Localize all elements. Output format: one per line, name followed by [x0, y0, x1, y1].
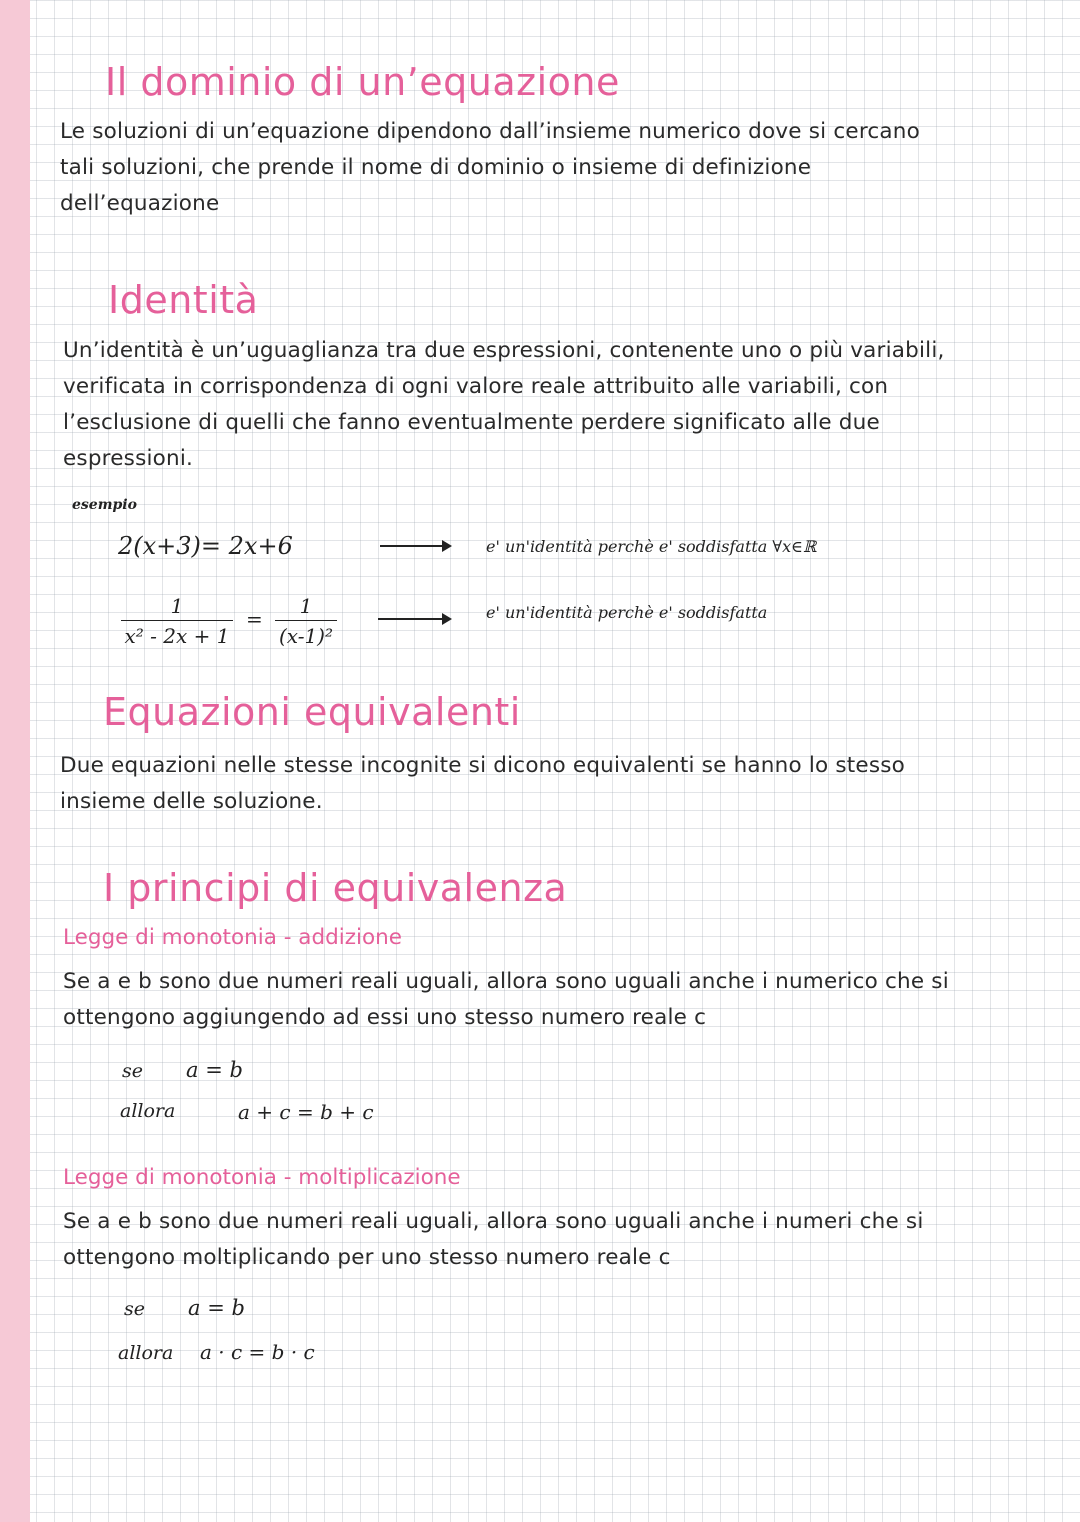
page-margin-strip — [0, 0, 30, 1522]
dominio-paragraph: Le soluzioni di un’equazione dipendono dall’insieme numerico dove si cercano tali soluzioni, che prende il nome di dominio o insieme di definizione dell’equazione — [60, 119, 920, 216]
example2-arrow-icon — [378, 618, 450, 620]
example2-note: e' un'identità perchè e' soddisfatta — [486, 603, 768, 622]
example1-note: e' un'identità perchè e' soddisfatta ∀x∈ℝ — [486, 537, 817, 556]
example1-arrow-icon — [380, 545, 450, 547]
addizione-allora: allora — [120, 1100, 176, 1122]
moltiplicazione-allora: allora — [118, 1342, 174, 1364]
example-label: esempio — [72, 497, 137, 513]
example2-equals: = — [246, 607, 263, 631]
example2-right-denominator: (x-1)² — [275, 620, 337, 648]
moltiplicazione-paragraph: Se a e b sono due numeri reali uguali, allora sono uguali anche i numeri che si ottengono moltiplicando per uno stesso numero reale c — [63, 1209, 924, 1270]
section-title-principi: I principi di equivalenza — [103, 866, 568, 910]
subtitle-addizione: Legge di monotonia - addizione — [63, 925, 403, 950]
moltiplicazione-se: se — [124, 1298, 145, 1320]
addizione-condition: a = b — [186, 1058, 243, 1082]
moltiplicazione-condition: a = b — [188, 1296, 245, 1320]
section-title-dominio: Il dominio di un’equazione — [105, 60, 620, 104]
section-title-identita: Identità — [108, 278, 259, 322]
example2-left-numerator: 1 — [170, 594, 184, 618]
identita-paragraph: Un’identità è un’uguaglianza tra due espressioni, contenente uno o più variabili, verificata in corrispondenza di ogni valore reale attribuito alle variabili, con l’esclusione di quelli che fanno eventualmente perdere significato alle due espressioni. — [63, 338, 945, 471]
example2-left-denominator: x² - 2x + 1 — [121, 620, 234, 648]
section-title-equivalenti: Equazioni equivalenti — [103, 690, 521, 734]
addizione-paragraph: Se a e b sono due numeri reali uguali, allora sono uguali anche i numerico che si ottengono aggiungendo ad essi uno stesso numero reale c — [63, 969, 949, 1030]
example2-left-fraction — [112, 594, 242, 648]
moltiplicazione-result: a · c = b · c — [200, 1340, 315, 1364]
example2-right-numerator: 1 — [299, 594, 313, 618]
addizione-se: se — [122, 1060, 143, 1082]
subtitle-moltiplicazione: Legge di monotonia - moltiplicazione — [63, 1165, 461, 1190]
example2-right-fraction — [266, 594, 346, 648]
example1-expression: 2(x+3)= 2x+6 — [118, 532, 293, 560]
addizione-result: a + c = b + c — [238, 1100, 374, 1124]
equivalenti-paragraph: Due equazioni nelle stesse incognite si dicono equivalenti se hanno lo stesso insieme delle soluzione. — [60, 753, 906, 814]
